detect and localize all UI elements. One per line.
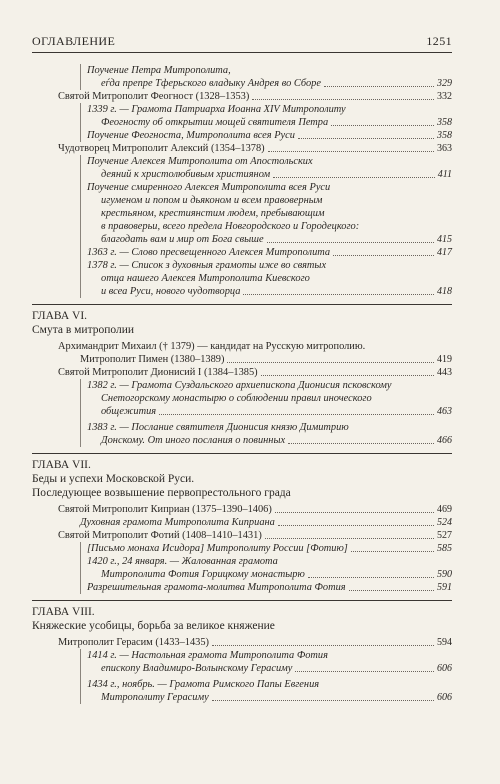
toc-entry-line bbox=[101, 285, 452, 298]
section-divider bbox=[32, 304, 452, 305]
toc-entry-text: благодать вам и мир от Бога свыше bbox=[101, 234, 264, 245]
toc-entry bbox=[80, 155, 452, 298]
toc-page-number: 419 bbox=[437, 354, 452, 365]
toc-entry bbox=[58, 503, 452, 516]
leader-dots bbox=[308, 577, 434, 578]
toc-entry-line bbox=[101, 77, 452, 90]
toc-entry bbox=[80, 516, 452, 529]
toc-entry bbox=[58, 636, 452, 649]
toc-entry-text: и всеа Руси, нового чудотворца bbox=[101, 286, 241, 297]
toc-entry bbox=[80, 353, 452, 366]
chapter-title: Беды и успехи Московской Руси. bbox=[32, 473, 195, 485]
toc-page-number: 411 bbox=[437, 169, 452, 180]
toc-entry-text: епископу Владимиро-Волынскому Герасиму bbox=[101, 663, 293, 674]
toc-entry-line bbox=[87, 542, 452, 555]
toc-entry-text: Поучение смиренного Алексея Митрополита всея Руси bbox=[87, 182, 331, 193]
toc-entry-text: Святой Митрополит Киприан (1375–1390–1406) bbox=[58, 504, 272, 515]
leader-dots bbox=[159, 414, 434, 415]
toc-entry bbox=[80, 379, 452, 447]
toc-entry bbox=[58, 90, 452, 103]
chapter-subtitle: Последующее возвышение первопрестольного града bbox=[32, 487, 291, 499]
toc-entry bbox=[80, 542, 452, 594]
leader-dots bbox=[298, 138, 434, 139]
toc-entry-text: общежития bbox=[101, 406, 157, 417]
toc-entry-text: Митрополита Фотия Горицкому монастырю bbox=[101, 569, 305, 580]
page-number: 1251 bbox=[426, 34, 452, 48]
toc-entry-text: Духовная грамота Митрополита Киприана bbox=[80, 517, 275, 528]
toc-entry-text: Снетогорскому монастырю о соблюдении правил иноческого bbox=[101, 393, 372, 404]
chapter-title: Княжеские усобицы, борьба за великое княжение bbox=[32, 620, 275, 632]
toc-entry bbox=[58, 340, 452, 353]
table-of-contents bbox=[32, 64, 452, 704]
leader-dots bbox=[227, 362, 434, 363]
toc-entry-text: деяний к христолюбивым християном bbox=[101, 169, 271, 180]
toc-page-number: 466 bbox=[437, 435, 452, 446]
section-divider bbox=[32, 453, 452, 454]
toc-entry-line bbox=[101, 405, 452, 418]
toc-page-number: 585 bbox=[437, 543, 452, 554]
toc-page-number: 358 bbox=[437, 130, 452, 141]
leader-dots bbox=[273, 177, 435, 178]
leader-dots bbox=[288, 443, 434, 444]
toc-entry-text: Поучение Алексея Митрополита от Апостольских bbox=[87, 156, 313, 167]
toc-entry-text: 1339 г. — Грамота Патриарха Иоанна XIV Митрополиту bbox=[87, 104, 346, 115]
toc-page-number: 417 bbox=[437, 247, 452, 258]
toc-entry-text: Поучение Петра Митрополита, bbox=[87, 65, 231, 76]
toc-entry bbox=[58, 366, 452, 379]
toc-entry-line bbox=[87, 581, 452, 594]
section-divider bbox=[32, 600, 452, 601]
toc-page-number: 527 bbox=[437, 530, 452, 541]
toc-entry-text: 1382 г. — Грамота Суздальского архиепископа Дионисия псковскому bbox=[87, 380, 392, 391]
toc-entry-text: 1378 г. — Список з духовныя грамоты иже во святых bbox=[87, 260, 327, 271]
toc-entry-text: крестьяном, крестиянстим людем, пребывающим bbox=[101, 208, 325, 219]
toc-entry-line bbox=[101, 168, 452, 181]
toc-page-number: 606 bbox=[437, 663, 452, 674]
toc-entry-text: [Письмо монаха Исидора] Митрополиту России [Фотию] bbox=[87, 543, 348, 554]
toc-entry-text: 1363 г. — Слово пресвещенного Алексея Митрополита bbox=[87, 247, 331, 258]
leader-dots bbox=[243, 294, 434, 295]
leader-dots bbox=[351, 551, 434, 552]
toc-entry-text: Донскому. От иного послания о повинных bbox=[101, 435, 286, 446]
leader-dots bbox=[295, 671, 434, 672]
toc-page-number: 594 bbox=[437, 637, 452, 648]
toc-entry-line bbox=[87, 129, 452, 142]
toc-page-number: 363 bbox=[437, 143, 452, 154]
toc-page-number: 590 bbox=[437, 569, 452, 580]
toc-entry-text: Святой Митрополит Феогност (1328–1353) bbox=[58, 91, 250, 102]
toc-page-number: 591 bbox=[437, 582, 452, 593]
leader-dots bbox=[265, 538, 434, 539]
toc-entry-text: Митрополит Герасим (1433–1435) bbox=[58, 637, 210, 648]
toc-page-number: 443 bbox=[437, 367, 452, 378]
toc-entry-text: еѓда препре Тферьского владыку Андрея во Сборе bbox=[101, 78, 321, 89]
toc-entry-text: отца нашего Алексея Митрополита Киевского bbox=[101, 273, 310, 284]
toc-page-number: 415 bbox=[437, 234, 452, 245]
toc-entry-line bbox=[101, 568, 452, 581]
chapter-number: ГЛАВА VII. bbox=[32, 459, 91, 471]
toc-entry-line bbox=[87, 246, 452, 259]
toc-entry-text: Митрополит Пимен (1380–1389) bbox=[80, 354, 225, 365]
toc-entry-text: 1414 г. — Настольная грамота Митрополита Фотия bbox=[87, 650, 328, 661]
toc-entry bbox=[80, 64, 452, 90]
chapter-number: ГЛАВА VI. bbox=[32, 310, 88, 322]
toc-entry-line bbox=[101, 434, 452, 447]
toc-entry-text: Чудотворец Митрополит Алексий (1354–1378) bbox=[58, 143, 265, 154]
toc-entry-text: игуменом и попом и дьяконом и всем правоверным bbox=[101, 195, 323, 206]
toc-entry bbox=[58, 529, 452, 542]
toc-entry-text: 1420 г., 24 января. — Жалованная грамота bbox=[87, 556, 278, 567]
toc-page-number: 463 bbox=[437, 406, 452, 417]
toc-entry-text: Святой Митрополит Дионисий I (1384–1385) bbox=[58, 367, 258, 378]
toc-page-number: 329 bbox=[437, 78, 452, 89]
toc-entry-text: 1383 г. — Послание святителя Дионисия князю Димитрию bbox=[87, 422, 349, 433]
leader-dots bbox=[324, 86, 434, 87]
leader-dots bbox=[278, 525, 434, 526]
chapter-title: Смута в митрополии bbox=[32, 324, 135, 336]
toc-entry bbox=[58, 142, 452, 155]
toc-entry-line bbox=[101, 662, 452, 675]
toc-entry-line bbox=[101, 691, 452, 704]
toc-entry-line bbox=[101, 233, 452, 246]
toc-page-number: 332 bbox=[437, 91, 452, 102]
leader-dots bbox=[267, 242, 434, 243]
toc-page-number: 469 bbox=[437, 504, 452, 515]
leader-dots bbox=[252, 99, 434, 100]
toc-entry bbox=[80, 649, 452, 704]
toc-page-number: 524 bbox=[437, 517, 452, 528]
toc-entry-line bbox=[101, 116, 452, 129]
leader-dots bbox=[349, 590, 434, 591]
toc-entry-text: Поучение Феогноста, Митрополита всея Руси bbox=[87, 130, 295, 141]
leader-dots bbox=[333, 255, 434, 256]
toc-entry-text: Разрешительная грамота-молитва Митрополита Фотия bbox=[87, 582, 346, 593]
toc-entry-text: в правоверьи, всего предела Новгородского и Городецкого: bbox=[101, 221, 360, 232]
chapter-number: ГЛАВА VIII. bbox=[32, 606, 95, 618]
toc-entry-text: Святой Митрополит Фотий (1408–1410–1431) bbox=[58, 530, 262, 541]
header-title: ОГЛАВЛЕНИЕ bbox=[32, 34, 116, 48]
toc-entry bbox=[80, 103, 452, 142]
toc-entry-text: Феогносту об открытии мощей святителя Петра bbox=[101, 117, 329, 128]
leader-dots bbox=[212, 700, 434, 701]
leader-dots bbox=[331, 125, 434, 126]
toc-page-number: 606 bbox=[437, 692, 452, 703]
toc-page-number: 418 bbox=[437, 286, 452, 297]
leader-dots bbox=[275, 512, 434, 513]
leader-dots bbox=[261, 375, 434, 376]
toc-entry-text: Архимандрит Михаил († 1379) — кандидат на Русскую митрополию. bbox=[58, 341, 366, 352]
toc-entry-text: Митрополиту Герасиму bbox=[101, 692, 209, 703]
toc-entry-text: 1434 г., ноябрь. — Грамота Римского Папы Евгения bbox=[87, 679, 320, 690]
leader-dots bbox=[268, 151, 434, 152]
toc-page-number: 358 bbox=[437, 117, 452, 128]
leader-dots bbox=[212, 645, 434, 646]
running-header bbox=[32, 34, 452, 53]
